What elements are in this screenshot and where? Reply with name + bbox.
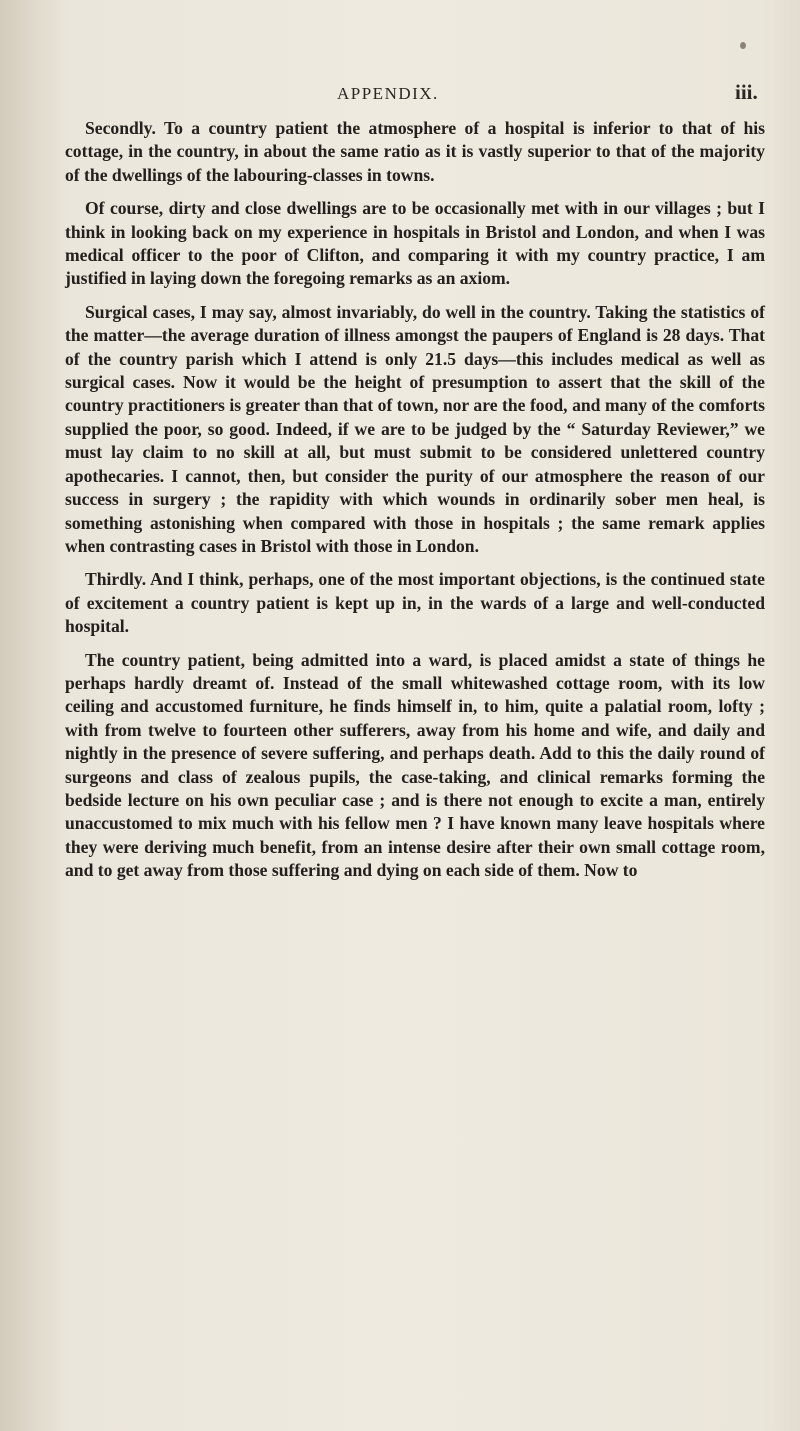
paragraph-surgical-cases: Surgical cases, I may say, almost invariably, do well in the country. Taking the statistics of the matter—the average duration of illness amongst the paupers of England is 28 days. That of the country parish which I attend is only 21.5 days—this includes medical as well as surgical cases. Now it would be the height of presumption to assert that the skill of the country practitioners is greater than that of town, nor are the food, and many of the comforts supplied the poor, so good. Indeed, if we are to be judged by the “ Saturday Reviewer,” we must lay claim to no skill at all, but must submit to be considered unlettered country apothecaries. I cannot, then, but consider the purity of our atmosphere the reason of our success in surgery ; the rapidity with which wounds in ordinarily sober men heal, is something astonishing when compared with those in hospitals ; the same remark applies when contrasting cases in Bristol with those in London. xyxy=(65,301,765,556)
body-text xyxy=(65,117,765,893)
running-head: APPENDIX. xyxy=(337,84,439,103)
page-number: iii. xyxy=(735,80,758,104)
page-header xyxy=(0,80,800,114)
paragraph-secondly: Secondly. To a country patient the atmosphere of a hospital is inferior to that of his cottage, in the country, in about the same ratio as it is vastly superior to that of the majority of the dwellings of the labouring-classes in towns. xyxy=(65,118,765,185)
paragraph-of-course: Of course, dirty and close dwellings are to be occasionally met with in our villages ; but I think in looking back on my experience in hospitals in Bristol and London, and when I was medical officer to the poor of Clifton, and comparing it with my country practice, I am justified in laying down the foregoing remarks as an axiom. xyxy=(65,198,765,289)
paragraph-thirdly: Thirdly. And I think, perhaps, one of the most important objections, is the continued state of excitement a country patient is kept up in, in the wards of a large and well-conducted hospital. xyxy=(65,569,765,637)
ink-speck xyxy=(740,42,746,49)
paragraph-country-patient: The country patient, being admitted into a ward, is placed amidst a state of things he perhaps hardly dreamt of. Instead of the small whitewashed cottage room, with its low ceiling and accustomed furniture, he finds himself in, to him, quite a palatial room, lofty ; with from twelve to fourteen other sufferers, away from his home and wife, and daily and nightly in the presence of severe suffering, and perhaps death. Add to this the daily round of surgeons and class of zealous pupils, the case-taking, and clinical remarks forming the bedside lecture on his own peculiar case ; and is there not enough to excite a man, entirely unaccustomed to mix much with his fellow men ? I have known many leave hospitals where they were deriving much benefit, from an intense desire after their own small cottage room, and to get away from those suffering and dying on each side of them. Now to xyxy=(65,649,765,881)
